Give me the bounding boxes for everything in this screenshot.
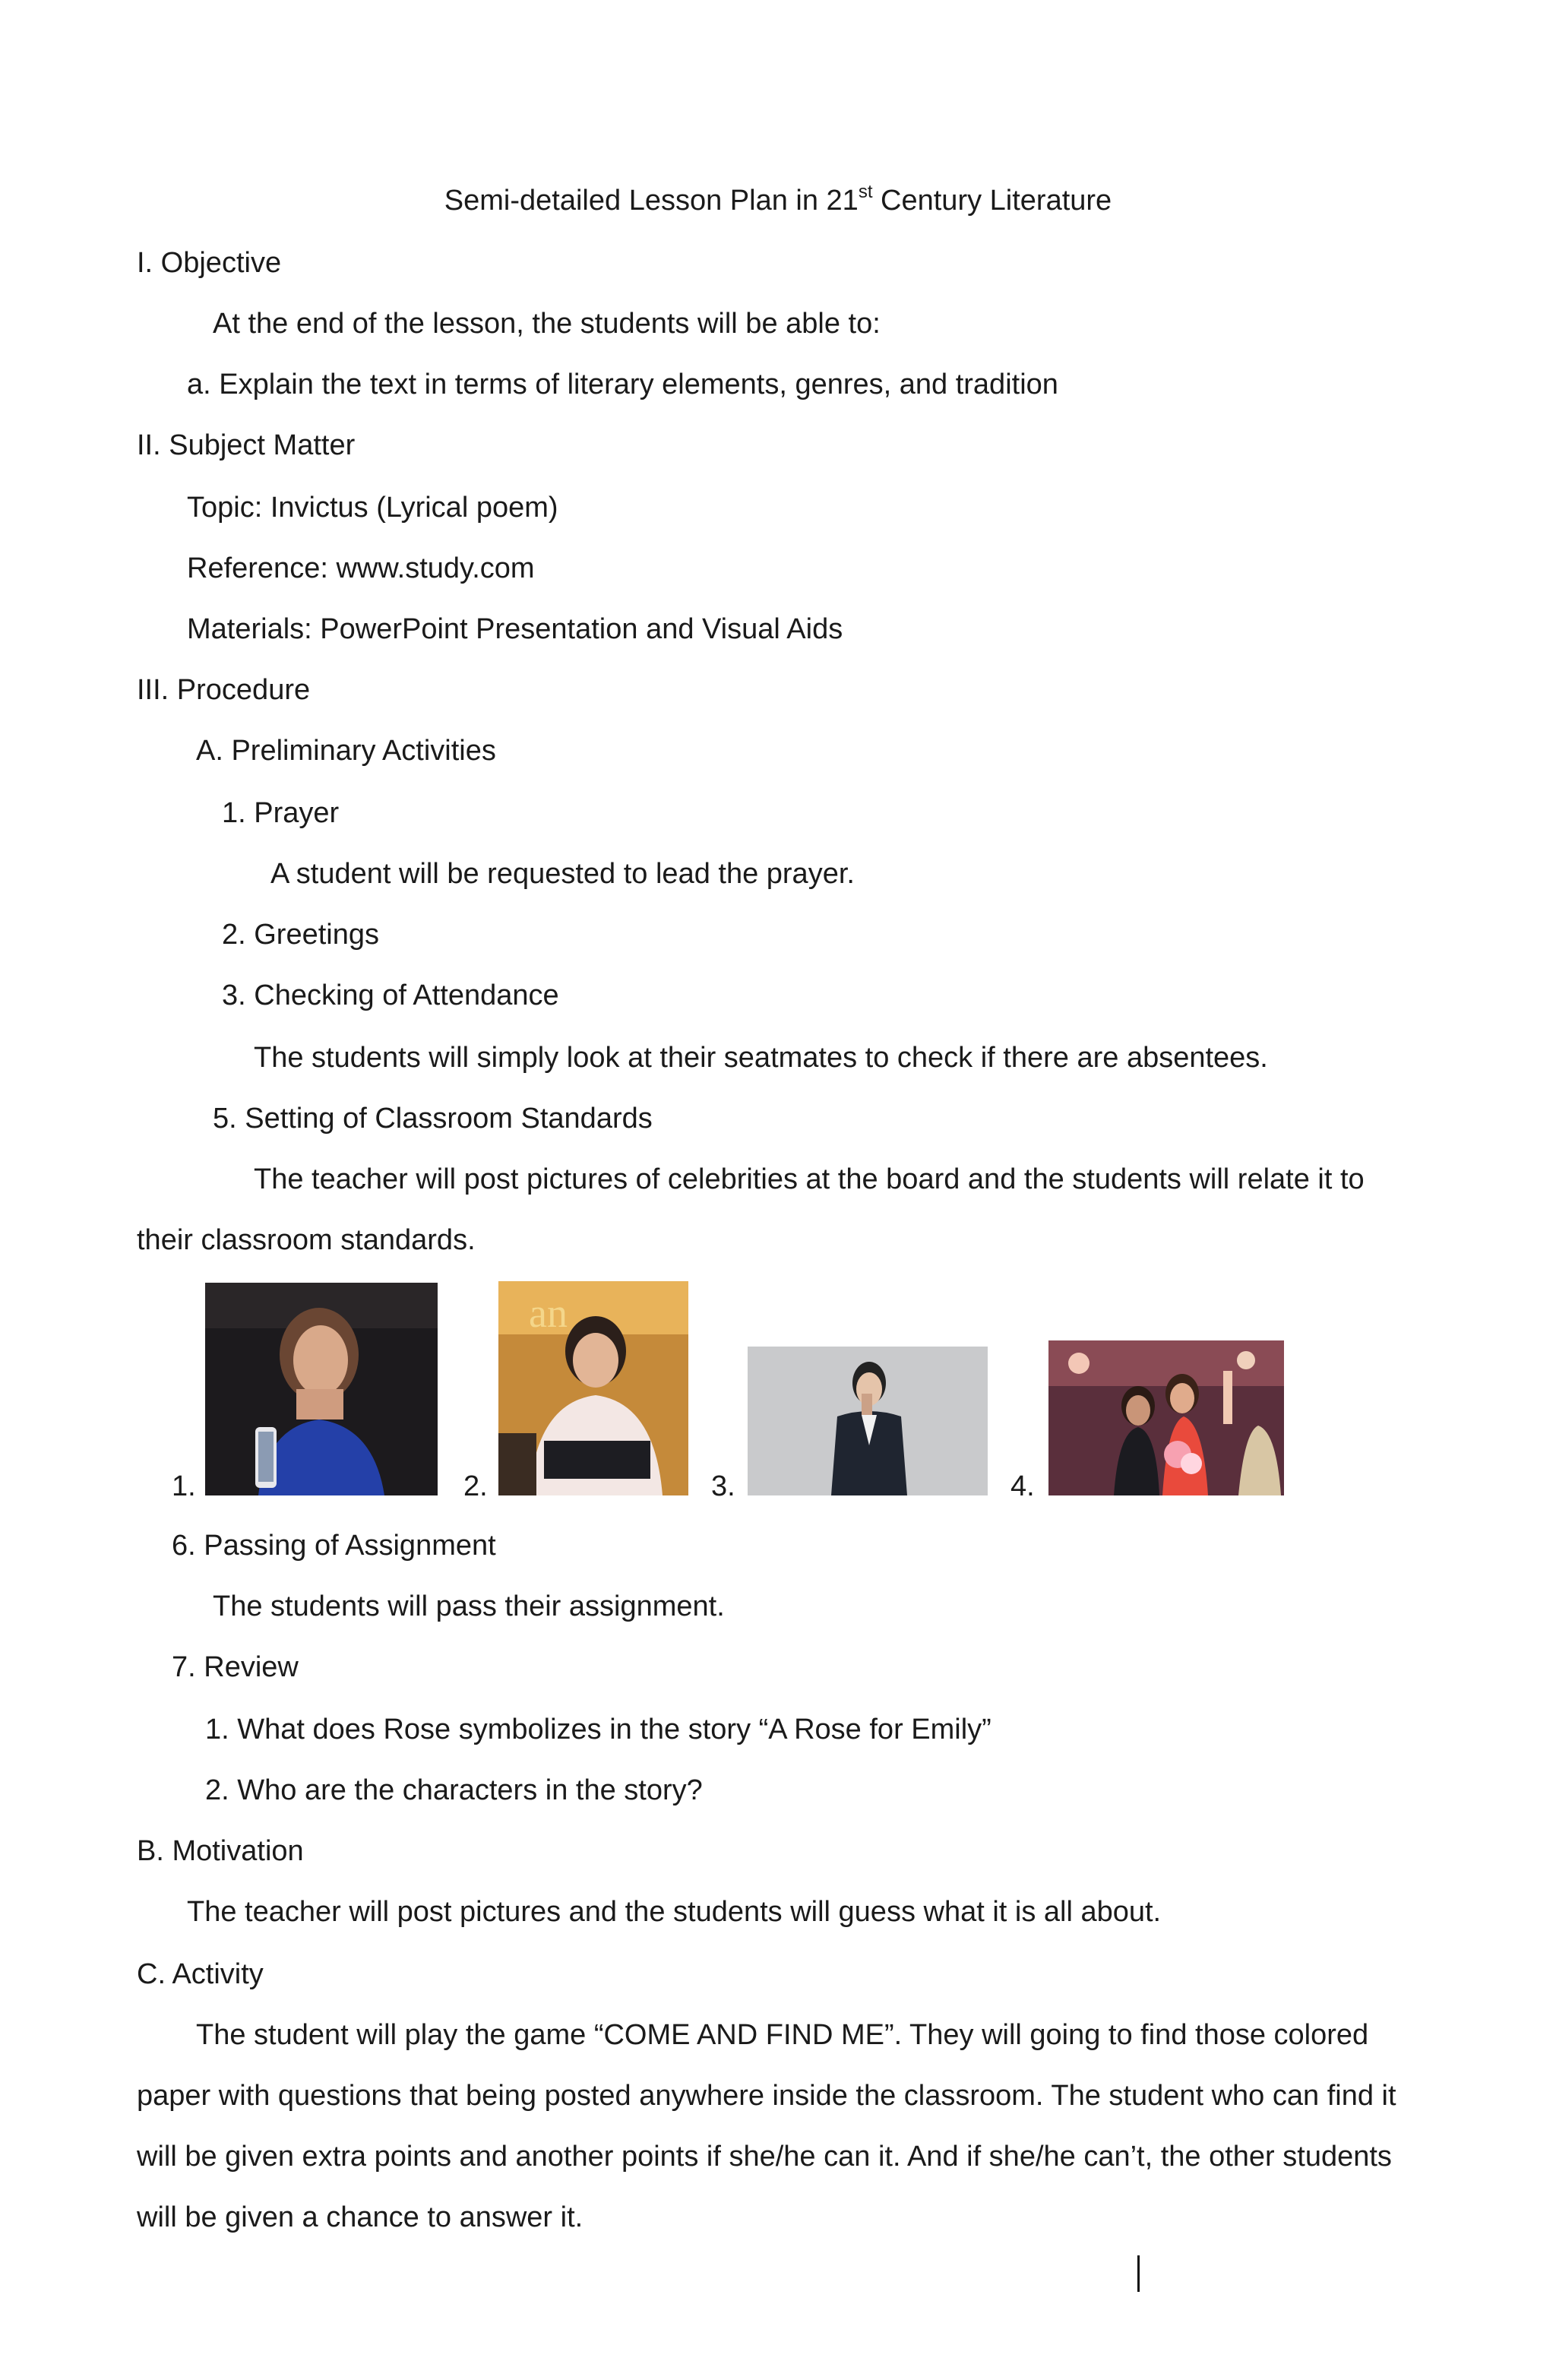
text-cursor [1137,2255,1140,2292]
review-item: 7. Review [172,1651,299,1683]
celebrity-photo-4 [1048,1340,1284,1495]
standards-text: The teacher will post pictures of celebrities at the board and the students will relate it to [254,1163,1365,1195]
prayer-text: A student will be requested to lead the prayer. [270,858,855,890]
objective-intro: At the end of the lesson, the students will be able to: [213,308,881,340]
photo-label-1: 1. [172,1470,196,1502]
celebrity-photo-3 [748,1347,988,1495]
activity-text-4: will be given a chance to answer it. [137,2201,584,2233]
standards-text-cont: their classroom standards. [137,1224,476,1256]
activity-text-2: paper with questions that being posted anywhere inside the classroom. The student who can find it [137,2080,1396,2112]
review-question-2: 2. Who are the characters in the story? [205,1774,703,1806]
procedure-heading: III. Procedure [137,674,311,706]
attendance-text: The students will simply look at their seatmates to check if there are absentees. [254,1042,1268,1074]
activity-text-1: The student will play the game “COME AND FIND ME”. They will going to find those colored [196,2019,1369,2051]
motivation-heading: B. Motivation [137,1835,304,1867]
photo-label-3: 3. [711,1470,735,1502]
subject-heading: II. Subject Matter [137,429,356,461]
review-question-1: 1. What does Rose symbolizes in the story “A Rose for Emily” [205,1714,991,1745]
assignment-item: 6. Passing of Assignment [172,1530,496,1562]
attendance-item: 3. Checking of Attendance [222,980,559,1011]
celebrity-photo-2 [498,1281,688,1495]
subject-reference: Reference: www.study.com [187,552,535,584]
page-title: Semi-detailed Lesson Plan in 21st Century Literature [444,182,1112,217]
subject-topic: Topic: Invictus (Lyrical poem) [187,492,558,524]
celebrity-photo-1 [205,1283,438,1495]
activity-text-3: will be given extra points and another points if she/he can it. And if she/he can’t, the other students [137,2141,1392,2173]
svg-text:an: an [529,1290,568,1336]
greetings-item: 2. Greetings [222,919,379,951]
standards-item: 5. Setting of Classroom Standards [213,1103,653,1135]
prayer-item: 1. Prayer [222,797,340,829]
assignment-text: The students will pass their assignment. [213,1590,725,1622]
objective-heading: I. Objective [137,247,282,279]
subject-materials: Materials: PowerPoint Presentation and Visual Aids [187,613,843,645]
objective-item-a: a. Explain the text in terms of literary elements, genres, and tradition [187,369,1058,400]
preliminary-heading: A. Preliminary Activities [196,735,496,767]
activity-heading: C. Activity [137,1958,264,1990]
motivation-text: The teacher will post pictures and the students will guess what it is all about. [187,1896,1162,1928]
photo-label-2: 2. [463,1470,488,1502]
photo-label-4: 4. [1010,1470,1035,1502]
